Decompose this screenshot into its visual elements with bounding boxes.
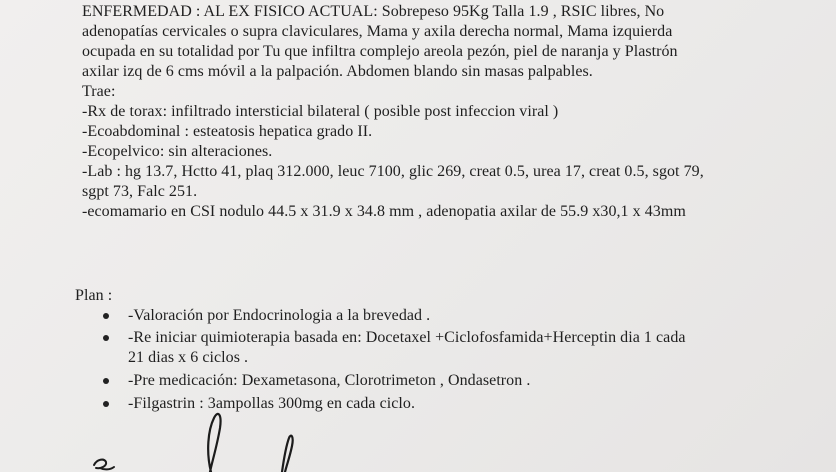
plan-item-2-line-1: -Re iniciar quimioterapia basada en: Docetaxel +Ciclofosfamida+Herceptin dia 1 cada — [128, 329, 686, 346]
plan-heading: Plan : — [75, 287, 113, 304]
exam-line-4: axilar izq de 6 cms móvil a la palpación. Abdomen blando sin masas palpables. — [82, 63, 593, 80]
ecomamario-line: -ecomamario en CSI nodulo 44.5 x 31.9 x 34.8 mm , adenopatia axilar de 55.9 x30,1 x 43mm — [82, 203, 686, 220]
plan-item-4: -Filgastrin : 3ampollas 300mg en cada ciclo. — [128, 395, 416, 412]
plan-item-1: -Valoración por Endocrinologia a la brevedad . — [128, 307, 431, 324]
ecoabdominal-line: -Ecoabdominal : esteatosis hepatica grado II. — [82, 123, 373, 140]
lab-line-2: sgpt 73, Falc 251. — [82, 183, 198, 200]
plan-item-2-line-2: 21 dias x 6 ciclos . — [128, 349, 249, 366]
plan-item-3: -Pre medicación: Dexametasona, Clorotrimeton , Ondasetron . — [128, 372, 531, 389]
exam-line-2: adenopatías cervicales o supra claviculares, Mama y axila derecha normal, Mama izquierda — [82, 23, 673, 40]
rx-torax-line: -Rx de torax: infiltrado intersticial bilateral ( posible post infeccion viral ) — [82, 103, 559, 120]
exam-line-3: ocupada en su totalidad por Tu que infiltra complejo areola pezón, piel de naranja y Plastrón — [82, 43, 678, 60]
trae-heading: Trae: — [82, 83, 116, 100]
exam-line-1: ENFERMEDAD : AL EX FISICO ACTUAL: Sobrepeso 95Kg Talla 1.9 , RSIC libres, No — [82, 3, 665, 20]
lab-line-1: -Lab : hg 13.7, Hctto 41, plaq 312.000, leuc 7100, glic 269, creat 0.5, urea 17, creat 0.5, sgot 79, — [82, 163, 704, 180]
ecopelvico-line: -Ecopelvico: sin alteraciones. — [82, 143, 273, 160]
